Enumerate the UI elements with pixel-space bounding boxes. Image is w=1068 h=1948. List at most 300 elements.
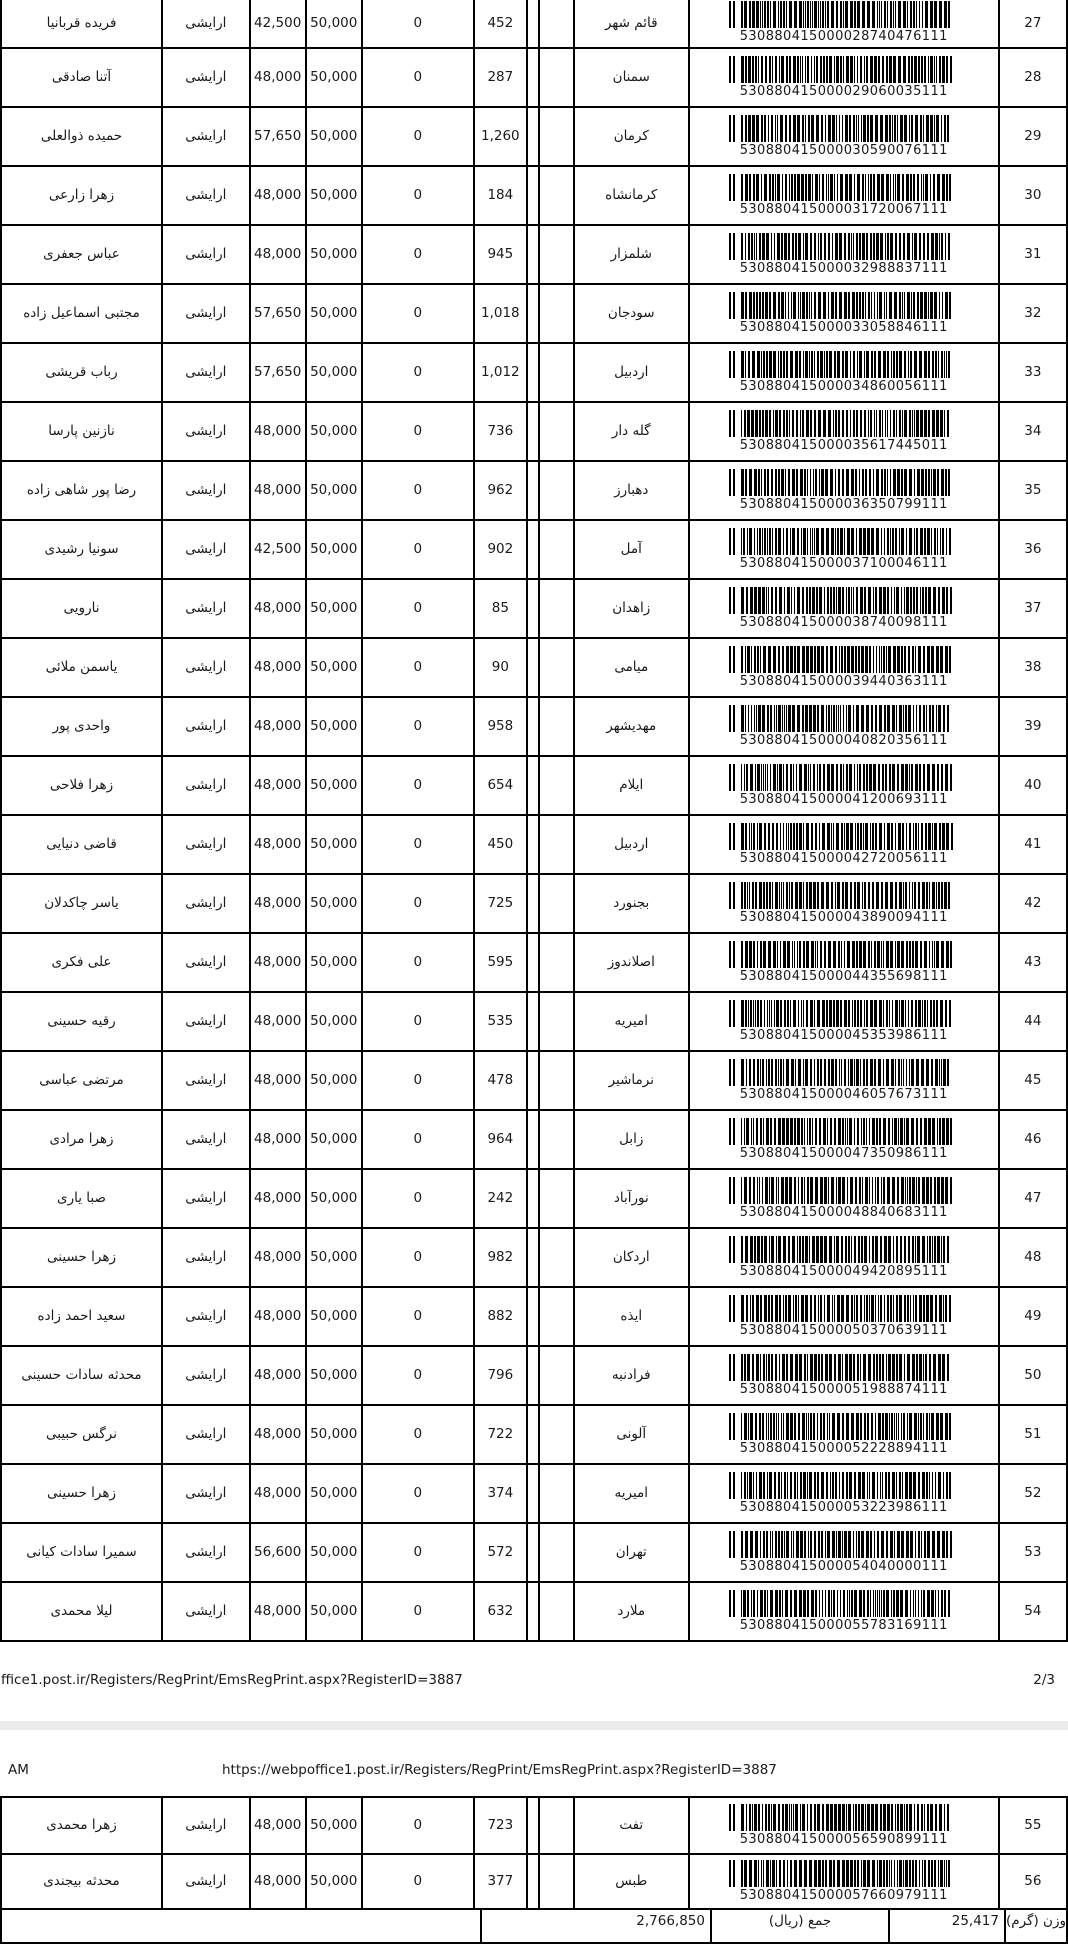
weight-cell: 796: [474, 1346, 527, 1405]
barcode-number: 530880415000034860056111: [739, 378, 948, 394]
destination-city-cell: اردبیل: [574, 343, 689, 402]
totals-empty-cell: [0, 1908, 482, 1944]
content-type-cell: ارایشی: [162, 225, 250, 284]
spacer-cell-1: [527, 697, 539, 756]
barcode-cell: [689, 284, 999, 343]
content-type-cell: ارایشی: [162, 461, 250, 520]
content-type-cell: ارایشی: [162, 1346, 250, 1405]
barcode-cell: [689, 166, 999, 225]
destination-city-cell: اردبیل: [574, 815, 689, 874]
spacer-cell-1: [527, 579, 539, 638]
weight-cell: 374: [474, 1464, 527, 1523]
sender-name-cell: رضا پور شاهی زاده: [1, 461, 162, 520]
content-type-cell: ارایشی: [162, 1582, 250, 1641]
sender-name-cell: علی فکری: [1, 933, 162, 992]
barcode-image: [729, 410, 959, 437]
spacer-cell-2: [539, 638, 574, 697]
content-type-cell: ارایشی: [162, 402, 250, 461]
postage-cell: 48,000: [250, 933, 306, 992]
spacer-cell-1: [527, 402, 539, 461]
spacer-cell-1: [527, 1346, 539, 1405]
weight-cell: 654: [474, 756, 527, 815]
barcode-image: [729, 587, 959, 614]
sender-name-cell: صبا یاری: [1, 1169, 162, 1228]
sender-name-cell: زهرا فلاحی: [1, 756, 162, 815]
table-row: [1, 638, 1067, 697]
postage-cell: 48,000: [250, 1854, 306, 1909]
spacer-cell-1: [527, 756, 539, 815]
spacer-cell-1: [527, 1051, 539, 1110]
spacer-cell-1: [527, 1582, 539, 1641]
postage-cell: 48,000: [250, 1051, 306, 1110]
sender-name-cell: زهرا زارعی: [1, 166, 162, 225]
sender-name-cell: یاسر چاکدلان: [1, 874, 162, 933]
barcode-cell: [689, 756, 999, 815]
barcode-cell: [689, 638, 999, 697]
postage-cell: 48,000: [250, 166, 306, 225]
content-type-cell: ارایشی: [162, 933, 250, 992]
postage-cell: 48,000: [250, 992, 306, 1051]
sender-name-cell: مجتبی اسماعیل زاده: [1, 284, 162, 343]
barcode-image: [729, 1590, 959, 1617]
barcode-image: [729, 882, 959, 909]
declared-value-cell: 50,000: [306, 697, 362, 756]
row-number-cell: 53: [999, 1523, 1067, 1582]
postage-cell: 48,000: [250, 1797, 306, 1854]
table-row: [1, 107, 1067, 166]
barcode-cell: [689, 992, 999, 1051]
barcode-image: [729, 764, 959, 791]
barcode-image: [729, 1000, 959, 1027]
destination-city-cell: آلونی: [574, 1405, 689, 1464]
weight-cell: 90: [474, 638, 527, 697]
spacer-cell-1: [527, 1854, 539, 1909]
row-number-cell: 55: [999, 1797, 1067, 1854]
barcode-number: 530880415000031720067111: [739, 201, 948, 217]
barcode-cell: [689, 1582, 999, 1641]
postage-cell: 48,000: [250, 638, 306, 697]
weight-cell: 632: [474, 1582, 527, 1641]
destination-city-cell: ایلام: [574, 756, 689, 815]
cod-amount-cell: 0: [362, 343, 474, 402]
cod-amount-cell: 0: [362, 992, 474, 1051]
declared-value-cell: 50,000: [306, 1854, 362, 1909]
barcode-cell: [689, 1346, 999, 1405]
barcode-number: 530880415000040820356111: [739, 732, 948, 748]
declared-value-cell: 50,000: [306, 756, 362, 815]
spacer-cell-1: [527, 343, 539, 402]
destination-city-cell: زاهدان: [574, 579, 689, 638]
postage-cell: 48,000: [250, 1228, 306, 1287]
content-type-cell: ارایشی: [162, 1110, 250, 1169]
weight-cell: 736: [474, 402, 527, 461]
barcode-image: [729, 1, 959, 28]
barcode-number: 530880415000030590076111: [739, 142, 948, 158]
spacer-cell-1: [527, 461, 539, 520]
spacer-cell-1: [527, 1464, 539, 1523]
declared-value-cell: 50,000: [306, 579, 362, 638]
weight-cell: 982: [474, 1228, 527, 1287]
declared-value-cell: 50,000: [306, 874, 362, 933]
barcode-cell: [689, 402, 999, 461]
table-row: [1, 1287, 1067, 1346]
destination-city-cell: شلمزار: [574, 225, 689, 284]
sender-name-cell: محدثه بیجندی: [1, 1854, 162, 1909]
spacer-cell-1: [527, 815, 539, 874]
declared-value-cell: 50,000: [306, 1464, 362, 1523]
cod-amount-cell: 0: [362, 1228, 474, 1287]
spacer-cell-1: [527, 874, 539, 933]
barcode-cell: [689, 1523, 999, 1582]
table-row: [1, 225, 1067, 284]
destination-city-cell: کرمانشاه: [574, 166, 689, 225]
cod-amount-cell: 0: [362, 756, 474, 815]
spacer-cell-1: [527, 284, 539, 343]
declared-value-cell: 50,000: [306, 1405, 362, 1464]
table-row: [1, 48, 1067, 107]
declared-value-cell: 50,000: [306, 1287, 362, 1346]
postage-cell: 48,000: [250, 402, 306, 461]
barcode-cell: [689, 1405, 999, 1464]
content-type-cell: ارایشی: [162, 107, 250, 166]
weight-cell: 287: [474, 48, 527, 107]
row-number-cell: 30: [999, 166, 1067, 225]
declared-value-cell: 50,000: [306, 1523, 362, 1582]
barcode-image: [729, 1059, 959, 1086]
postage-cell: 48,000: [250, 1110, 306, 1169]
destination-city-cell: مهدیشهر: [574, 697, 689, 756]
sender-name-cell: نازنین پارسا: [1, 402, 162, 461]
content-type-cell: ارایشی: [162, 1287, 250, 1346]
postage-cell: 48,000: [250, 48, 306, 107]
content-type-cell: ارایشی: [162, 0, 250, 48]
barcode-number: 530880415000057660979111: [739, 1887, 948, 1903]
table-row: [1, 697, 1067, 756]
table-row: [1, 284, 1067, 343]
barcode-image: [729, 1413, 959, 1440]
declared-value-cell: 50,000: [306, 48, 362, 107]
spacer-cell-2: [539, 461, 574, 520]
postage-cell: 48,000: [250, 874, 306, 933]
barcode-cell: [689, 1287, 999, 1346]
table-row: [1, 1523, 1067, 1582]
content-type-cell: ارایشی: [162, 1405, 250, 1464]
weight-cell: 882: [474, 1287, 527, 1346]
barcode-number: 530880415000038740098111: [739, 614, 948, 630]
cod-amount-cell: 0: [362, 0, 474, 48]
spacer-cell-2: [539, 0, 574, 48]
cod-amount-cell: 0: [362, 579, 474, 638]
weight-cell: 452: [474, 0, 527, 48]
spacer-cell-1: [527, 1405, 539, 1464]
spacer-cell-1: [527, 992, 539, 1051]
row-number-cell: 28: [999, 48, 1067, 107]
barcode-cell: [689, 0, 999, 48]
page3-register-table: [0, 1796, 1068, 1910]
table-row: [1, 1228, 1067, 1287]
barcode-number: 530880415000035617445011: [739, 437, 948, 453]
sender-name-cell: زهرا حسینی: [1, 1464, 162, 1523]
barcode-number: 530880415000032988837111: [739, 260, 948, 276]
spacer-cell-2: [539, 1582, 574, 1641]
spacer-cell-1: [527, 1110, 539, 1169]
spacer-cell-2: [539, 874, 574, 933]
barcode-image: [729, 823, 959, 850]
barcode-image: [729, 174, 959, 201]
declared-value-cell: 50,000: [306, 225, 362, 284]
barcode-number: 530880415000056590899111: [739, 1831, 948, 1847]
barcode-image: [729, 1295, 959, 1322]
table-row: [1, 815, 1067, 874]
postage-cell: 48,000: [250, 1464, 306, 1523]
content-type-cell: ارایشی: [162, 284, 250, 343]
table-row: [1, 166, 1067, 225]
cod-amount-cell: 0: [362, 1797, 474, 1854]
spacer-cell-1: [527, 225, 539, 284]
declared-value-cell: 50,000: [306, 815, 362, 874]
postage-cell: 48,000: [250, 1346, 306, 1405]
destination-city-cell: دهبارز: [574, 461, 689, 520]
declared-value-cell: 50,000: [306, 1169, 362, 1228]
cod-amount-cell: 0: [362, 1405, 474, 1464]
barcode-cell: [689, 107, 999, 166]
postage-cell: 48,000: [250, 1169, 306, 1228]
content-type-cell: ارایشی: [162, 1051, 250, 1110]
row-number-cell: 27: [999, 0, 1067, 48]
barcode-image: [729, 1472, 959, 1499]
weight-cell: 962: [474, 461, 527, 520]
spacer-cell-1: [527, 933, 539, 992]
row-number-cell: 40: [999, 756, 1067, 815]
sender-name-cell: سونیا رشیدی: [1, 520, 162, 579]
table-row: [1, 579, 1067, 638]
row-number-cell: 35: [999, 461, 1067, 520]
spacer-cell-1: [527, 1287, 539, 1346]
cod-amount-cell: 0: [362, 874, 474, 933]
destination-city-cell: سمنان: [574, 48, 689, 107]
barcode-image: [729, 1354, 959, 1381]
content-type-cell: ارایشی: [162, 520, 250, 579]
content-type-cell: ارایشی: [162, 1169, 250, 1228]
barcode-cell: [689, 1854, 999, 1909]
content-type-cell: ارایشی: [162, 756, 250, 815]
cod-amount-cell: 0: [362, 638, 474, 697]
cod-amount-cell: 0: [362, 697, 474, 756]
declared-value-cell: 50,000: [306, 1582, 362, 1641]
cod-amount-cell: 0: [362, 1287, 474, 1346]
spacer-cell-2: [539, 579, 574, 638]
sender-name-cell: یاسمن ملائی: [1, 638, 162, 697]
spacer-cell-1: [527, 1523, 539, 1582]
weight-cell: 725: [474, 874, 527, 933]
weight-cell: 572: [474, 1523, 527, 1582]
barcode-image: [729, 1118, 959, 1145]
spacer-cell-1: [527, 1169, 539, 1228]
weight-cell: 242: [474, 1169, 527, 1228]
barcode-image: [729, 1860, 959, 1887]
destination-city-cell: قائم شهر: [574, 0, 689, 48]
weight-cell: 478: [474, 1051, 527, 1110]
cod-amount-cell: 0: [362, 1582, 474, 1641]
destination-city-cell: زابل: [574, 1110, 689, 1169]
content-type-cell: ارایشی: [162, 815, 250, 874]
cod-amount-cell: 0: [362, 107, 474, 166]
barcode-number: 530880415000051988874111: [739, 1381, 948, 1397]
barcode-image: [729, 56, 959, 83]
cod-amount-cell: 0: [362, 1464, 474, 1523]
destination-city-cell: نورآباد: [574, 1169, 689, 1228]
weight-cell: 377: [474, 1854, 527, 1909]
table-row: [1, 1582, 1067, 1641]
cod-amount-cell: 0: [362, 48, 474, 107]
spacer-cell-2: [539, 1228, 574, 1287]
content-type-cell: ارایشی: [162, 1523, 250, 1582]
barcode-number: 530880415000028740476111: [739, 29, 948, 45]
spacer-cell-2: [539, 107, 574, 166]
spacer-cell-1: [527, 520, 539, 579]
sender-name-cell: زهرا محمدی: [1, 1797, 162, 1854]
cod-amount-cell: 0: [362, 284, 474, 343]
spacer-cell-2: [539, 225, 574, 284]
row-number-cell: 31: [999, 225, 1067, 284]
spacer-cell-1: [527, 1228, 539, 1287]
sender-name-cell: حمیده ذوالعلی: [1, 107, 162, 166]
postage-cell: 48,000: [250, 815, 306, 874]
barcode-cell: [689, 1228, 999, 1287]
content-type-cell: ارایشی: [162, 48, 250, 107]
row-number-cell: 50: [999, 1346, 1067, 1405]
declared-value-cell: 50,000: [306, 1797, 362, 1854]
destination-city-cell: تفت: [574, 1797, 689, 1854]
sender-name-cell: قاضی دنیایی: [1, 815, 162, 874]
barcode-number: 530880415000046057673111: [739, 1086, 948, 1102]
cod-amount-cell: 0: [362, 1346, 474, 1405]
row-number-cell: 48: [999, 1228, 1067, 1287]
sender-name-cell: زهرا حسینی: [1, 1228, 162, 1287]
row-number-cell: 47: [999, 1169, 1067, 1228]
barcode-image: [729, 1236, 959, 1263]
weight-cell: 595: [474, 933, 527, 992]
content-type-cell: ارایشی: [162, 638, 250, 697]
weight-cell: 958: [474, 697, 527, 756]
postage-cell: 56,600: [250, 1523, 306, 1582]
header-url: https://webpoffice1.post.ir/Registers/RegPrint/EmsRegPrint.aspx?RegisterID=3887: [222, 1762, 777, 1778]
sender-name-cell: عباس جعفری: [1, 225, 162, 284]
weight-cell: 1,012: [474, 343, 527, 402]
barcode-number: 530880415000049420895111: [739, 1263, 948, 1279]
content-type-cell: ارایشی: [162, 697, 250, 756]
spacer-cell-1: [527, 638, 539, 697]
table-row: [1, 0, 1067, 48]
barcode-number: 530880415000055783169111: [739, 1617, 948, 1633]
cod-amount-cell: 0: [362, 225, 474, 284]
row-number-cell: 41: [999, 815, 1067, 874]
sender-name-cell: لیلا محمدی: [1, 1582, 162, 1641]
destination-city-cell: ملارد: [574, 1582, 689, 1641]
weight-cell: 723: [474, 1797, 527, 1854]
weight-cell: 535: [474, 992, 527, 1051]
page2-footer: [0, 1672, 1068, 1690]
barcode-image: [729, 351, 959, 378]
content-type-cell: ارایشی: [162, 166, 250, 225]
postage-cell: 57,650: [250, 107, 306, 166]
spacer-cell-2: [539, 756, 574, 815]
row-number-cell: 39: [999, 697, 1067, 756]
postage-cell: 48,000: [250, 1582, 306, 1641]
sender-name-cell: زهرا مرادی: [1, 1110, 162, 1169]
destination-city-cell: اصلاندوز: [574, 933, 689, 992]
barcode-image: [729, 292, 959, 319]
postage-cell: 48,000: [250, 225, 306, 284]
declared-value-cell: 50,000: [306, 638, 362, 697]
row-number-cell: 29: [999, 107, 1067, 166]
cod-amount-cell: 0: [362, 461, 474, 520]
declared-value-cell: 50,000: [306, 1110, 362, 1169]
barcode-cell: [689, 1797, 999, 1854]
declared-value-cell: 50,000: [306, 107, 362, 166]
footer-url: ffice1.post.ir/Registers/RegPrint/EmsRegPrint.aspx?RegisterID=3887: [1, 1672, 463, 1688]
declared-value-cell: 50,000: [306, 461, 362, 520]
declared-value-cell: 50,000: [306, 520, 362, 579]
table-row: [1, 1346, 1067, 1405]
barcode-number: 530880415000039440363111: [739, 673, 948, 689]
content-type-cell: ارایشی: [162, 1854, 250, 1909]
barcode-number: 530880415000042720056111: [739, 850, 948, 866]
destination-city-cell: فرادنبه: [574, 1346, 689, 1405]
row-number-cell: 36: [999, 520, 1067, 579]
row-number-cell: 42: [999, 874, 1067, 933]
spacer-cell-2: [539, 697, 574, 756]
barcode-number: 530880415000036350799111: [739, 496, 948, 512]
weight-cell: 1,260: [474, 107, 527, 166]
barcode-image: [729, 705, 959, 732]
cod-amount-cell: 0: [362, 815, 474, 874]
destination-city-cell: طبس: [574, 1854, 689, 1909]
content-type-cell: ارایشی: [162, 1464, 250, 1523]
row-number-cell: 33: [999, 343, 1067, 402]
barcode-cell: [689, 225, 999, 284]
barcode-image: [729, 115, 959, 142]
barcode-number: 530880415000048840683111: [739, 1204, 948, 1220]
table-row: [1, 461, 1067, 520]
table-row: [1, 1051, 1067, 1110]
postage-cell: 42,500: [250, 0, 306, 48]
table-row: [1, 933, 1067, 992]
spacer-cell-2: [539, 1405, 574, 1464]
table-row: [1, 402, 1067, 461]
barcode-image: [729, 646, 959, 673]
sender-name-cell: آتنا صادقی: [1, 48, 162, 107]
spacer-cell-1: [527, 0, 539, 48]
table-row: [1, 1464, 1067, 1523]
spacer-cell-2: [539, 815, 574, 874]
spacer-cell-2: [539, 284, 574, 343]
spacer-cell-2: [539, 1346, 574, 1405]
row-number-cell: 44: [999, 992, 1067, 1051]
row-number-cell: 43: [999, 933, 1067, 992]
barcode-cell: [689, 579, 999, 638]
spacer-cell-1: [527, 166, 539, 225]
barcode-cell: [689, 461, 999, 520]
barcode-image: [729, 528, 959, 555]
barcode-cell: [689, 697, 999, 756]
row-number-cell: 46: [999, 1110, 1067, 1169]
barcode-number: 530880415000037100046111: [739, 555, 948, 571]
postage-cell: 48,000: [250, 756, 306, 815]
barcode-number: 530880415000043890094111: [739, 909, 948, 925]
barcode-cell: [689, 343, 999, 402]
destination-city-cell: امیریه: [574, 1464, 689, 1523]
